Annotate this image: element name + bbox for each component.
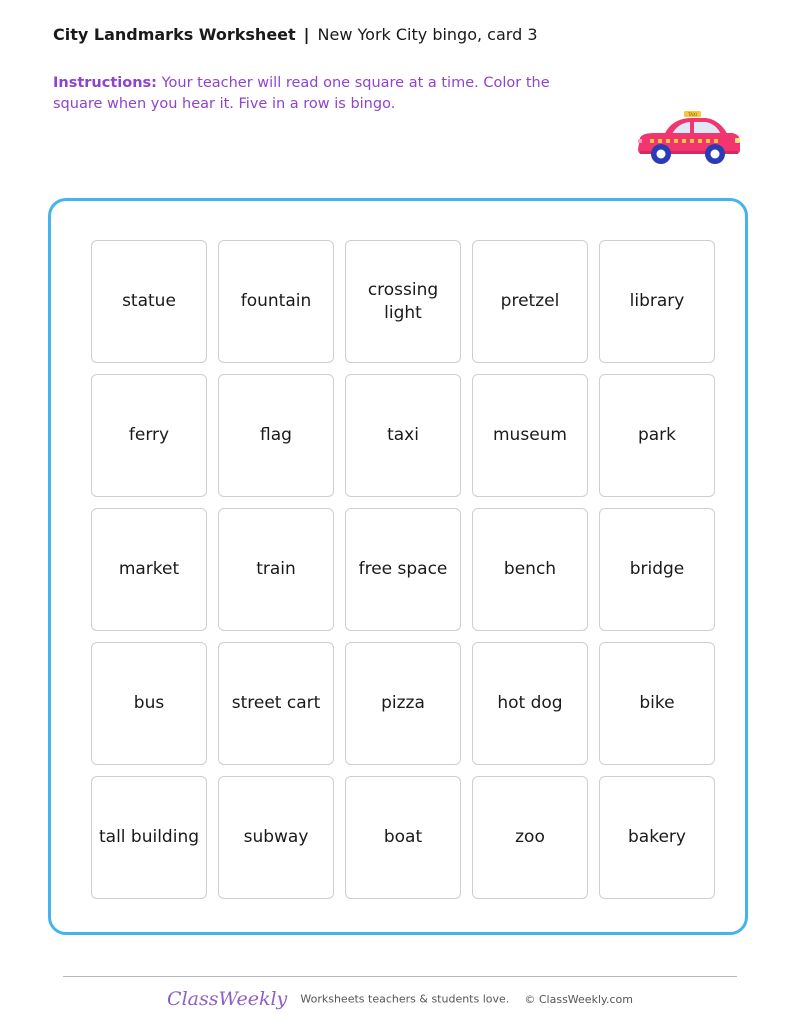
bingo-cell[interactable]: fountain [218, 240, 334, 363]
bingo-cell[interactable]: park [599, 374, 715, 497]
bingo-cell[interactable]: subway [218, 776, 334, 899]
bingo-cell[interactable]: taxi [345, 374, 461, 497]
bingo-cell[interactable]: pretzel [472, 240, 588, 363]
bingo-cell[interactable]: market [91, 508, 207, 631]
bingo-grid [91, 240, 715, 899]
bingo-cell[interactable]: museum [472, 374, 588, 497]
bingo-cell[interactable]: pizza [345, 642, 461, 765]
brand-logo: ClassWeekly [167, 988, 288, 1010]
footer-divider [63, 976, 737, 977]
taxi-icon [634, 108, 742, 168]
bingo-cell[interactable]: street cart [218, 642, 334, 765]
bingo-cell[interactable]: bakery [599, 776, 715, 899]
footer-tagline: Worksheets teachers & students love. [300, 992, 510, 1006]
bingo-board [48, 198, 748, 935]
bingo-cell[interactable]: hot dog [472, 642, 588, 765]
worksheet-header [53, 24, 538, 46]
instructions-text: Your teacher will read one square at a time. Color the square when you hear it. Five in a row is bingo. [53, 75, 550, 112]
footer [0, 988, 800, 1010]
instructions-label: Instructions: [53, 75, 157, 91]
taxi-sign-text: TAXI [688, 112, 697, 117]
footer-copyright: © ClassWeekly.com [524, 992, 633, 1006]
bingo-cell[interactable]: train [218, 508, 334, 631]
bingo-cell[interactable]: library [599, 240, 715, 363]
bingo-cell[interactable]: bench [472, 508, 588, 631]
bingo-cell[interactable]: zoo [472, 776, 588, 899]
bingo-free-space[interactable]: free space [345, 508, 461, 631]
bingo-cell[interactable]: boat [345, 776, 461, 899]
bingo-cell[interactable]: bike [599, 642, 715, 765]
worksheet-title: City Landmarks Worksheet [53, 25, 296, 44]
title-separator: | [303, 25, 310, 44]
bingo-cell[interactable]: bus [91, 642, 207, 765]
bingo-cell[interactable]: statue [91, 240, 207, 363]
bingo-cell[interactable]: ferry [91, 374, 207, 497]
worksheet-subtitle: New York City bingo, card 3 [317, 25, 538, 44]
bingo-cell[interactable]: bridge [599, 508, 715, 631]
bingo-cell[interactable]: tall building [91, 776, 207, 899]
bingo-cell[interactable]: flag [218, 374, 334, 497]
bingo-cell[interactable]: crossing light [345, 240, 461, 363]
instructions [53, 73, 573, 115]
